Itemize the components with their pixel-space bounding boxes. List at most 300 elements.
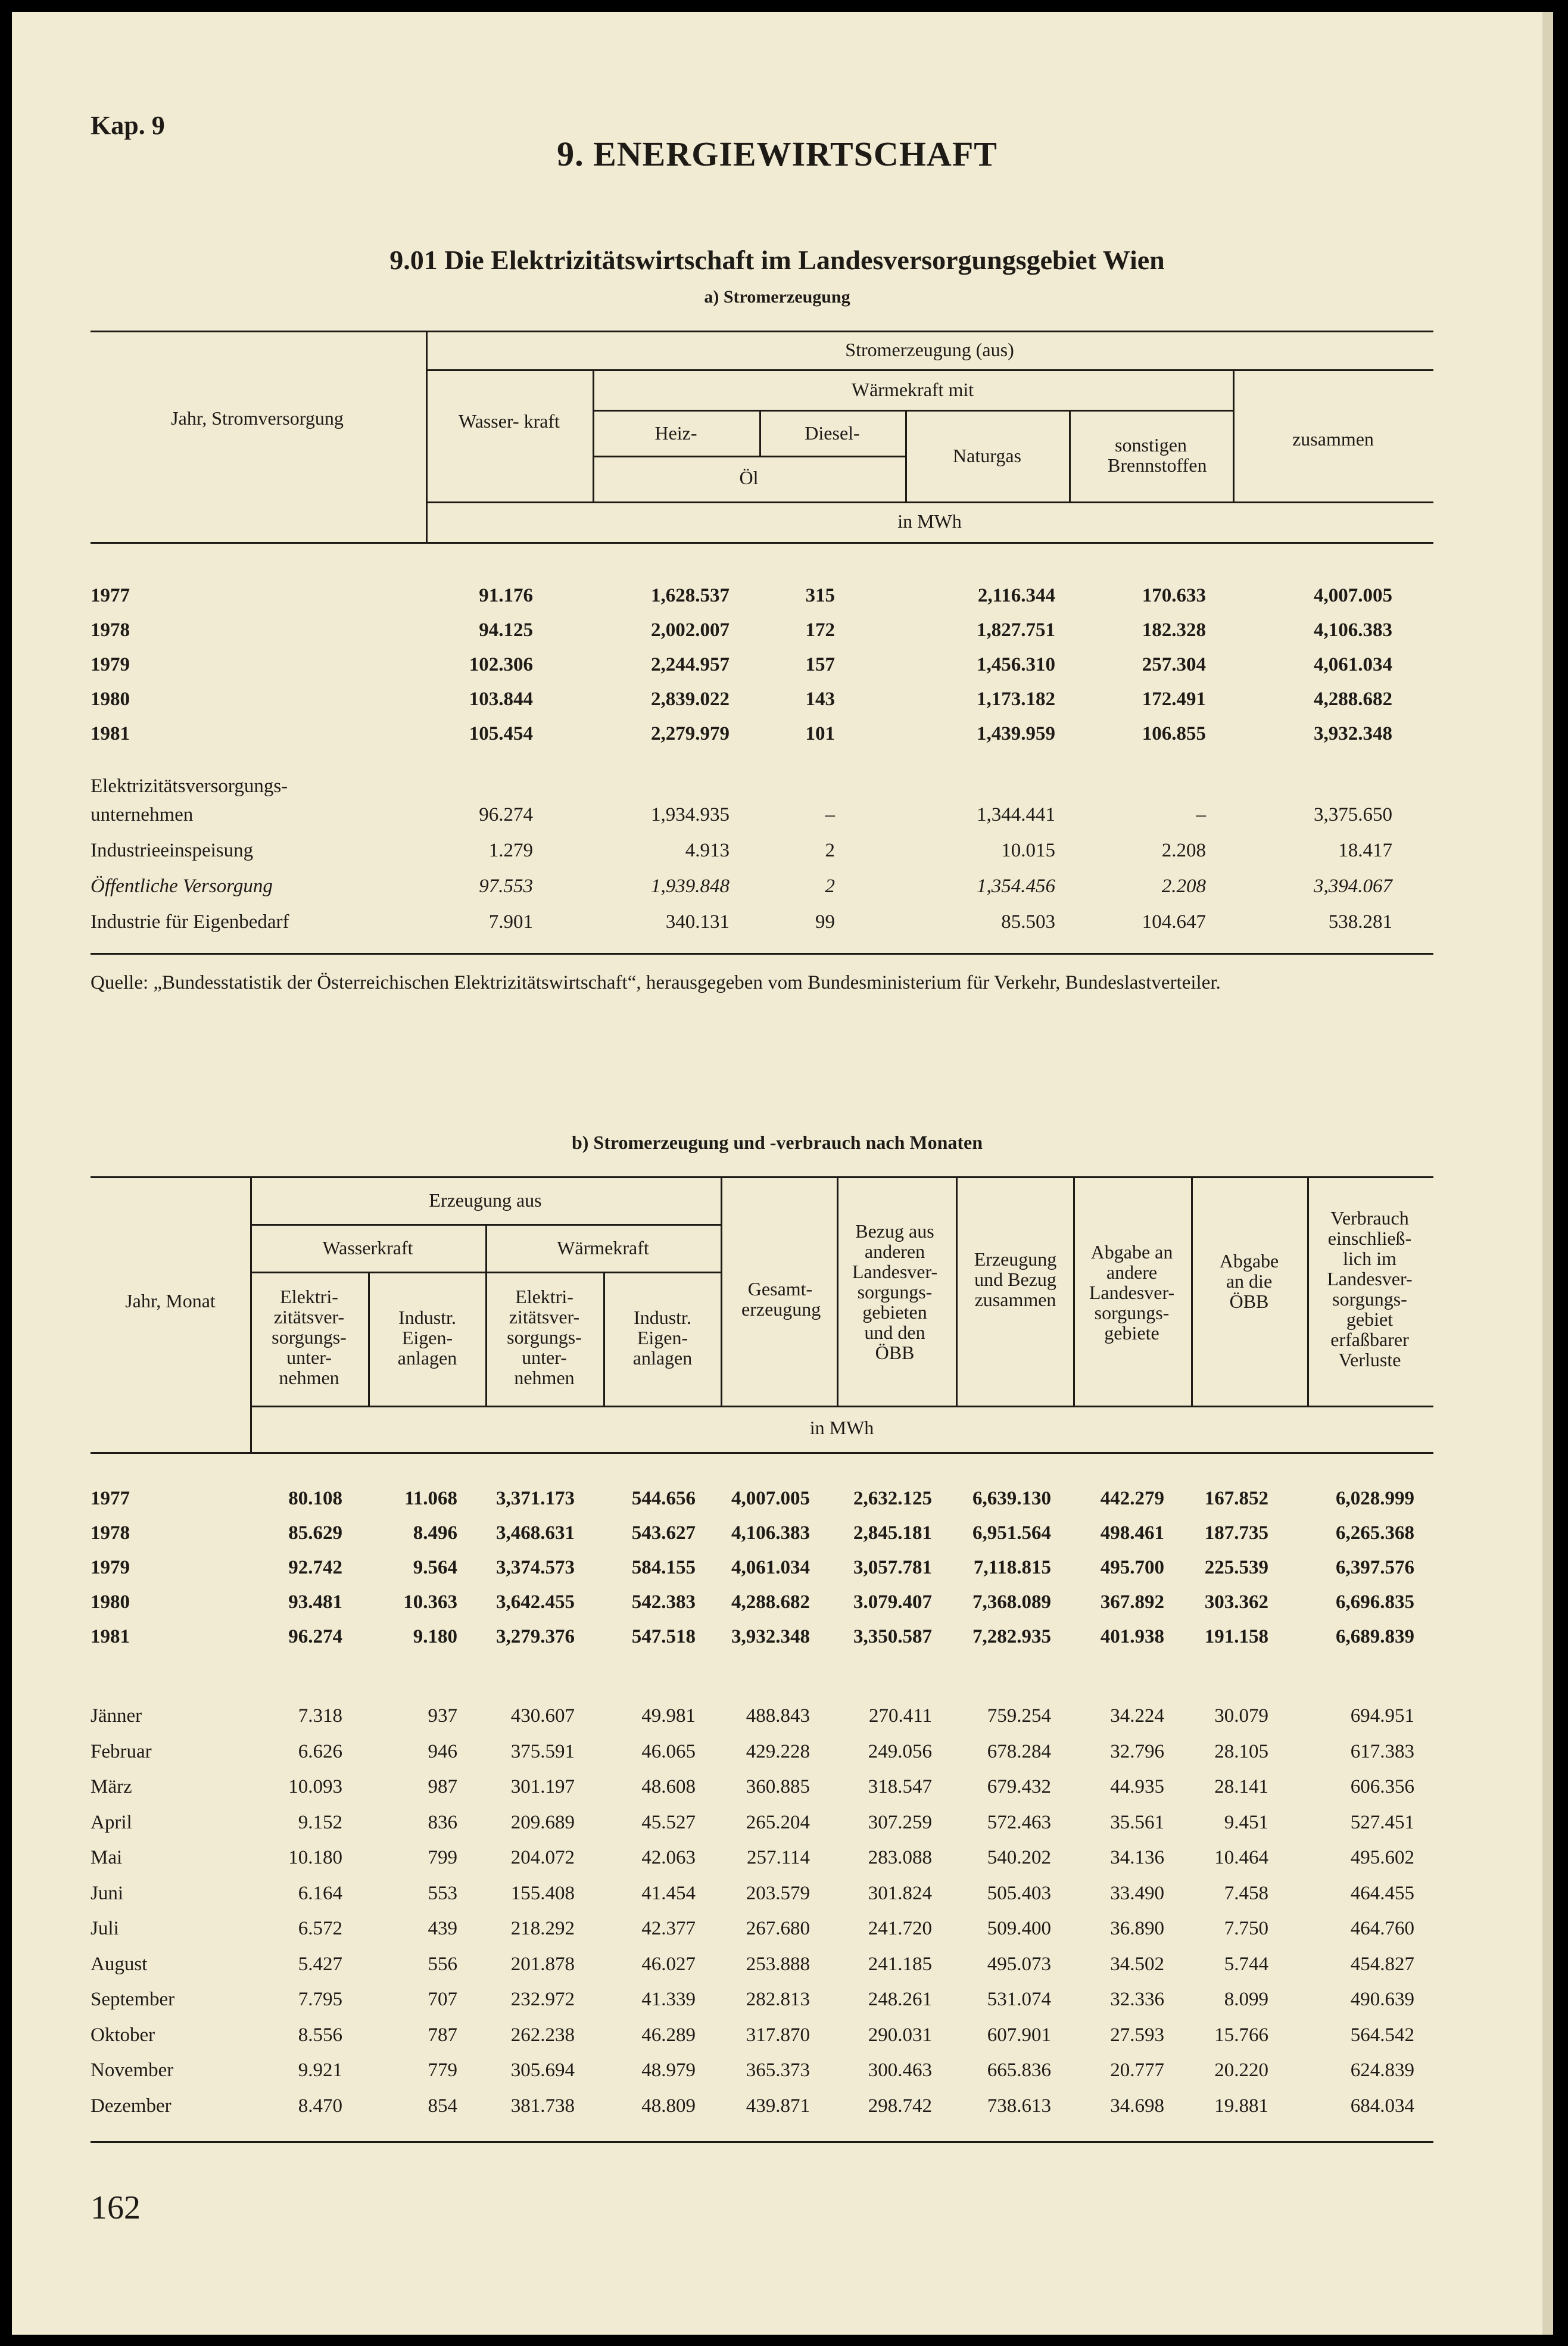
table-cell: 92.742 <box>288 1557 342 1578</box>
table-cell: 5.744 <box>1224 1953 1268 1975</box>
table-cell: 1.279 <box>488 840 533 861</box>
table-cell: 101 <box>805 723 835 744</box>
table-cell: 32.796 <box>1110 1740 1164 1762</box>
table-cell: 267.680 <box>746 1918 810 1939</box>
table-cell: 209.689 <box>510 1811 575 1833</box>
table-cell: 96.274 <box>288 1626 342 1647</box>
rule <box>1069 410 1071 501</box>
table-cell: 987 <box>428 1776 457 1797</box>
table-cell: 2,002.007 <box>651 619 730 641</box>
table-cell: 738.613 <box>987 2095 1051 2117</box>
row-label: April <box>91 1812 247 1838</box>
table-cell: 9.152 <box>298 1811 342 1833</box>
table-cell: 1,934.935 <box>651 804 730 825</box>
header-waermekraft: Wärmekraft mit <box>851 379 974 400</box>
table-cell: 232.972 <box>510 1989 575 2010</box>
table-cell: 19.881 <box>1214 2095 1268 2117</box>
table-cell: 32.336 <box>1110 1989 1164 2010</box>
header-oel: Öl <box>739 467 759 488</box>
table-cell: 27.593 <box>1110 2024 1164 2046</box>
table-cell: 3,642.455 <box>496 1591 575 1613</box>
table-cell: 556 <box>428 1953 457 1975</box>
table-cell: 430.607 <box>510 1705 575 1727</box>
row-label: Industrieeinspeisung <box>91 840 415 866</box>
header-evu-wasser: Elektri- zitätsver- sorgungs- unter- nehmen <box>272 1286 347 1388</box>
table-cell: 85.503 <box>1001 911 1055 933</box>
table-cell: 495.073 <box>987 1953 1051 1975</box>
table-cell: 4,288.682 <box>731 1591 810 1613</box>
table-cell: 91.176 <box>479 585 533 606</box>
table-cell: 4,007.005 <box>1314 585 1392 606</box>
table-cell: 759.254 <box>987 1705 1051 1727</box>
rule <box>368 1272 370 1406</box>
rule <box>91 953 1433 955</box>
header-naturgas: Naturgas <box>953 445 1021 466</box>
header-evu-waerme: Elektri- zitätsver- sorgungs- unter- nehmen <box>507 1286 582 1388</box>
table-cell: 11.068 <box>404 1488 457 1509</box>
table-cell: 836 <box>428 1811 457 1833</box>
table-cell: 3,468.631 <box>496 1522 575 1544</box>
table-cell: 9.180 <box>413 1626 457 1647</box>
table-cell: 6,689.839 <box>1336 1626 1414 1647</box>
table-cell: 6,639.130 <box>972 1488 1051 1509</box>
table-cell: 1,173.182 <box>977 688 1055 710</box>
rule <box>603 1272 605 1406</box>
row-label: 1981 <box>91 1626 247 1652</box>
rule <box>91 542 1433 544</box>
table-cell: 3,057.781 <box>853 1557 932 1578</box>
table-cell: 8.496 <box>413 1522 457 1544</box>
table-cell: 454.827 <box>1350 1953 1414 1975</box>
table-cell: 3,932.348 <box>1314 723 1392 744</box>
table-cell: 248.261 <box>868 1989 932 2010</box>
header-bezug: Bezug aus anderen Landesver- sorgungs- gebieten und den ÖBB <box>852 1220 938 1363</box>
table-cell: 340.131 <box>665 911 730 933</box>
table-cell: 172.491 <box>1142 688 1206 710</box>
table-cell: 4,061.034 <box>1314 654 1392 675</box>
table-cell: 531.074 <box>987 1989 1051 2010</box>
table-cell: 4,106.383 <box>731 1522 810 1544</box>
table-cell: 218.292 <box>510 1918 575 1939</box>
table-cell: 1,628.537 <box>651 585 730 606</box>
table-cell: 241.720 <box>868 1918 932 1939</box>
table-cell: 553 <box>428 1882 457 1904</box>
table-cell: 1,456.310 <box>977 654 1055 675</box>
table-cell: 8.099 <box>1224 1989 1268 2010</box>
table-cell: 105.454 <box>469 723 533 744</box>
table-cell: 4,007.005 <box>731 1488 810 1509</box>
table-cell: 564.542 <box>1350 2024 1414 2046</box>
table-cell: 572.463 <box>987 1811 1051 1833</box>
table-cell: 203.579 <box>746 1882 810 1904</box>
table-cell: 542.383 <box>631 1591 696 1613</box>
table-cell: 3,371.173 <box>496 1488 575 1509</box>
table-cell: 665.836 <box>987 2060 1051 2081</box>
table-cell: 48.608 <box>641 1776 696 1797</box>
rule <box>426 369 1433 371</box>
rule <box>426 501 1433 503</box>
row-label: unternehmen <box>91 804 415 830</box>
table-cell: 6,397.576 <box>1336 1557 1414 1578</box>
table-cell: 298.742 <box>868 2095 932 2117</box>
table-cell: 9.451 <box>1224 1811 1268 1833</box>
table-cell: 6,028.999 <box>1336 1488 1414 1509</box>
table-cell: 495.700 <box>1100 1557 1164 1578</box>
row-label: Öffentliche Versorgung <box>91 876 415 902</box>
table-cell: 315 <box>805 585 835 606</box>
table-cell: 2,244.957 <box>651 654 730 675</box>
table-cell: 28.105 <box>1214 1740 1268 1762</box>
table-cell: 442.279 <box>1100 1488 1164 1509</box>
table-cell: 262.238 <box>510 2024 575 2046</box>
table-cell: 170.633 <box>1142 585 1206 606</box>
table-cell: 1,439.959 <box>977 723 1055 744</box>
rule <box>91 1176 1433 1178</box>
table-cell: 318.547 <box>868 1776 932 1797</box>
row-label: November <box>91 2060 247 2086</box>
group-label-evu: Elektrizitätsversorgungs- <box>91 775 424 802</box>
table-cell: 547.518 <box>631 1626 696 1647</box>
table-cell: 937 <box>428 1705 457 1727</box>
table-cell: 540.202 <box>987 1847 1051 1868</box>
header-stub: Jahr, Monat <box>125 1290 216 1311</box>
table-cell: 253.888 <box>746 1953 810 1975</box>
page-number: 162 <box>91 2189 141 2226</box>
chapter-ref: Kap. 9 <box>91 111 165 140</box>
table-cell: 241.185 <box>868 1953 932 1975</box>
header-sonstigen: sonstigen Brennstoffen <box>1108 434 1207 476</box>
table-cell: 607.901 <box>987 2024 1051 2046</box>
table-cell: 265.204 <box>746 1811 810 1833</box>
table-cell: 543.627 <box>631 1522 696 1544</box>
table-cell: 2 <box>825 876 835 897</box>
table-cell: 6,265.368 <box>1336 1522 1414 1544</box>
table-cell: 157 <box>805 654 835 675</box>
table-cell: 317.870 <box>746 2024 810 2046</box>
table-cell: 41.454 <box>641 1882 696 1904</box>
table-cell: 694.951 <box>1350 1705 1414 1727</box>
table-cell: 490.639 <box>1350 1989 1414 2010</box>
table-cell: 41.339 <box>641 1989 696 2010</box>
table-cell: 97.553 <box>479 876 533 897</box>
table-cell: 10.093 <box>288 1776 342 1797</box>
row-label: Juni <box>91 1883 247 1909</box>
table-cell: 96.274 <box>479 804 533 825</box>
table-cell: 606.356 <box>1350 1776 1414 1797</box>
table-cell: 429.228 <box>746 1740 810 1762</box>
table-cell: – <box>825 804 835 825</box>
table-cell: 307.259 <box>868 1811 932 1833</box>
table-cell: 300.463 <box>868 2060 932 2081</box>
table-cell: 9.921 <box>298 2060 342 2081</box>
row-label: 1981 <box>91 723 415 749</box>
table-cell: 7.318 <box>298 1705 342 1727</box>
table-cell: 464.455 <box>1350 1882 1414 1904</box>
rule <box>593 410 1233 412</box>
table-cell: 102.306 <box>469 654 533 675</box>
table-cell: 2,116.344 <box>977 585 1055 606</box>
header-stub: Jahr, Stromversorgung <box>171 407 344 429</box>
row-label: 1978 <box>91 1522 247 1549</box>
table-cell: 33.490 <box>1110 1882 1164 1904</box>
table-cell: 48.809 <box>641 2095 696 2117</box>
table-cell: 6.572 <box>298 1918 342 1939</box>
table-cell: 401.938 <box>1100 1626 1164 1647</box>
table-cell: 35.561 <box>1110 1811 1164 1833</box>
table-cell: 155.408 <box>510 1882 575 1904</box>
rule <box>593 456 905 457</box>
header-erzeugung-bezug: Erzeugung und Bezug zusammen <box>974 1248 1057 1310</box>
header-industr-wasser: Industr. Eigen- anlagen <box>397 1307 457 1369</box>
section-b-title: b) Stromerzeugung und -verbrauch nach Monaten <box>571 1132 983 1153</box>
table-cell: 49.981 <box>641 1705 696 1727</box>
row-label: Jänner <box>91 1705 247 1731</box>
row-label: Industrie für Eigenbedarf <box>91 911 415 937</box>
table-cell: 10.015 <box>1001 840 1055 861</box>
row-label: 1979 <box>91 654 415 680</box>
table-cell: 34.698 <box>1110 2095 1164 2117</box>
header-abgabe-oebb: Abgabe an die ÖBB <box>1219 1250 1279 1312</box>
table-cell: 488.843 <box>746 1705 810 1727</box>
header-wasserkraft: Wasser- kraft <box>458 410 560 432</box>
table-cell: 282.813 <box>746 1989 810 2010</box>
rule <box>250 1406 1433 1407</box>
table-cell: 4,106.383 <box>1314 619 1392 641</box>
table-cell: 7,282.935 <box>972 1626 1051 1647</box>
table-cell: 10.363 <box>403 1591 457 1613</box>
header-heiz: Heiz- <box>654 422 697 444</box>
header-erzeugung-aus: Erzeugung aus <box>429 1189 542 1211</box>
table-cell: 527.451 <box>1350 1811 1414 1833</box>
table-cell: 544.656 <box>631 1488 696 1509</box>
rule <box>91 1452 1433 1454</box>
table-cell: 257.304 <box>1142 654 1206 675</box>
table-cell: 678.284 <box>987 1740 1051 1762</box>
rule <box>837 1176 838 1406</box>
table-cell: 7.901 <box>488 911 533 933</box>
table-cell: 7.750 <box>1224 1918 1268 1939</box>
document-page <box>12 12 1542 2335</box>
table-cell: 103.844 <box>469 688 533 710</box>
rule <box>426 331 428 542</box>
table-cell: 439 <box>428 1918 457 1939</box>
table-cell: 3.079.407 <box>853 1591 932 1613</box>
header-wasserkraft: Wasserkraft <box>322 1237 413 1258</box>
table-cell: 538.281 <box>1328 911 1392 933</box>
table-cell: 99 <box>815 911 835 933</box>
table-cell: 301.197 <box>510 1776 575 1797</box>
table-cell: 3,279.376 <box>496 1626 575 1647</box>
page-edge <box>1542 12 1553 2335</box>
row-label: März <box>91 1776 247 1802</box>
table-cell: 7,368.089 <box>972 1591 1051 1613</box>
table-cell: 6.164 <box>298 1882 342 1904</box>
header-gesamt: Gesamt- erzeugung <box>741 1278 821 1320</box>
table-cell: 509.400 <box>987 1918 1051 1939</box>
table-cell: 2,279.979 <box>651 723 730 744</box>
table-cell: 301.824 <box>868 1882 932 1904</box>
table-cell: 270.411 <box>868 1705 932 1727</box>
row-label: 1980 <box>91 688 415 715</box>
table-cell: 3,375.650 <box>1314 804 1392 825</box>
table-cell: 498.461 <box>1100 1522 1164 1544</box>
table-cell: 779 <box>428 2060 457 2081</box>
header-abgabe-land: Abgabe an andere Landesver- sorgungs- gebiete <box>1089 1241 1175 1344</box>
header-stromerzeugung: Stromerzeugung (aus) <box>845 339 1014 360</box>
table-cell: 34.502 <box>1110 1953 1164 1975</box>
table-cell: 2.208 <box>1161 876 1206 897</box>
row-label: Juli <box>91 1918 247 1944</box>
table-cell: – <box>1196 804 1206 825</box>
table-cell: 34.136 <box>1110 1847 1164 1868</box>
section-a-title: a) Stromerzeugung <box>704 287 850 307</box>
table-cell: 9.564 <box>413 1557 457 1578</box>
table-cell: 5.427 <box>298 1953 342 1975</box>
table-cell: 624.839 <box>1350 2060 1414 2081</box>
table-cell: 85.629 <box>288 1522 342 1544</box>
table-cell: 167.852 <box>1204 1488 1268 1509</box>
table-cell: 290.031 <box>868 2024 932 2046</box>
table-cell: 2 <box>825 840 835 861</box>
table-cell: 1,344.441 <box>977 804 1055 825</box>
table-cell: 4,288.682 <box>1314 688 1392 710</box>
table-cell: 48.979 <box>641 2060 696 2081</box>
table-cell: 93.481 <box>288 1591 342 1613</box>
table-cell: 36.890 <box>1110 1918 1164 1939</box>
rule <box>91 2141 1433 2143</box>
table-cell: 143 <box>805 688 835 710</box>
header-waermekraft: Wärmekraft <box>557 1237 649 1258</box>
header-unit: in MWh <box>897 510 962 532</box>
table-cell: 42.377 <box>641 1918 696 1939</box>
table-cell: 7.458 <box>1224 1882 1268 1904</box>
table-cell: 7.795 <box>298 1989 342 2010</box>
table-cell: 44.935 <box>1110 1776 1164 1797</box>
table-cell: 20.220 <box>1214 2060 1268 2081</box>
table-cell: 365.373 <box>746 2060 810 2081</box>
row-label: 1977 <box>91 1488 247 1514</box>
table-cell: 799 <box>428 1847 457 1868</box>
row-label: Februar <box>91 1741 247 1767</box>
table-cell: 2,845.181 <box>853 1522 932 1544</box>
table-cell: 464.760 <box>1350 1918 1414 1939</box>
table-cell: 584.155 <box>631 1557 696 1578</box>
table-cell: 20.777 <box>1110 2060 1164 2081</box>
table-cell: 104.647 <box>1142 911 1206 933</box>
row-label: Mai <box>91 1847 247 1873</box>
rule <box>91 331 1433 332</box>
rule <box>250 1176 252 1452</box>
table-cell: 1,354.456 <box>977 876 1055 897</box>
header-industr-waerme: Industr. Eigen- anlagen <box>632 1307 693 1369</box>
table-cell: 787 <box>428 2024 457 2046</box>
table-cell: 2,839.022 <box>651 688 730 710</box>
rule <box>956 1176 958 1406</box>
table-cell: 8.556 <box>298 2024 342 2046</box>
table-cell: 684.034 <box>1350 2095 1414 2117</box>
row-label: September <box>91 1989 247 2015</box>
row-label: 1980 <box>91 1591 247 1618</box>
table-cell: 305.694 <box>510 2060 575 2081</box>
table-cell: 46.065 <box>641 1740 696 1762</box>
table-cell: 2.208 <box>1161 840 1206 861</box>
table-cell: 46.289 <box>641 2024 696 2046</box>
table-cell: 225.539 <box>1204 1557 1268 1578</box>
table-cell: 4.913 <box>685 840 730 861</box>
table-cell: 45.527 <box>641 1811 696 1833</box>
table-cell: 6.626 <box>298 1740 342 1762</box>
table-title: 9.01 Die Elektrizitätswirtschaft im Landesversorgungsgebiet Wien <box>389 245 1165 275</box>
table-cell: 8.470 <box>298 2095 342 2117</box>
table-cell: 10.464 <box>1214 1847 1268 1868</box>
table-cell: 439.871 <box>746 2095 810 2117</box>
table-cell: 3,374.573 <box>496 1557 575 1578</box>
row-label: 1979 <box>91 1557 247 1583</box>
table-cell: 6,951.564 <box>972 1522 1051 1544</box>
rule <box>721 1176 722 1406</box>
table-cell: 182.328 <box>1142 619 1206 641</box>
source-note: Quelle: „Bundesstatistik der Österreichischen Elektrizitätswirtschaft“, herausgegeben vom Bundesministerium für Verkehr, Bundeslastverteiler. <box>91 972 1221 993</box>
chapter-title: 9. ENERGIEWIRTSCHAFT <box>557 135 997 173</box>
table-cell: 283.088 <box>868 1847 932 1868</box>
row-label: 1977 <box>91 585 415 611</box>
table-cell: 367.892 <box>1100 1591 1164 1613</box>
table-cell: 106.855 <box>1142 723 1206 744</box>
row-label: 1978 <box>91 619 415 646</box>
table-cell: 42.063 <box>641 1847 696 1868</box>
table-cell: 187.735 <box>1204 1522 1268 1544</box>
rule <box>1073 1176 1075 1406</box>
table-cell: 249.056 <box>868 1740 932 1762</box>
header-unit: in MWh <box>809 1417 874 1438</box>
table-cell: 360.885 <box>746 1776 810 1797</box>
table-cell: 854 <box>428 2095 457 2117</box>
table-cell: 707 <box>428 1989 457 2010</box>
table-cell: 6,696.835 <box>1336 1591 1414 1613</box>
table-cell: 34.224 <box>1110 1705 1164 1727</box>
table-cell: 3,350.587 <box>853 1626 932 1647</box>
table-cell: 257.114 <box>746 1847 810 1868</box>
table-cell: 7,118.815 <box>973 1557 1051 1578</box>
rule <box>1191 1176 1193 1406</box>
table-cell: 18.417 <box>1338 840 1392 861</box>
table-cell: 3,394.067 <box>1314 876 1392 897</box>
table-cell: 3,932.348 <box>731 1626 810 1647</box>
table-cell: 679.432 <box>987 1776 1051 1797</box>
table-cell: 1,827.751 <box>977 619 1055 641</box>
header-diesel: Diesel- <box>805 422 860 444</box>
table-cell: 80.108 <box>288 1488 342 1509</box>
table-cell: 15.766 <box>1214 2024 1268 2046</box>
header-zusammen: zusammen <box>1292 428 1374 450</box>
table-cell: 381.738 <box>510 2095 575 2117</box>
table-cell: 505.403 <box>987 1882 1051 1904</box>
table-cell: 617.383 <box>1350 1740 1414 1762</box>
row-label: Dezember <box>91 2095 247 2121</box>
table-cell: 172 <box>805 619 835 641</box>
table-cell: 201.878 <box>510 1953 575 1975</box>
table-cell: 4,061.034 <box>731 1557 810 1578</box>
table-cell: 375.591 <box>510 1740 575 1762</box>
rule <box>1307 1176 1309 1406</box>
table-cell: 46.027 <box>641 1953 696 1975</box>
table-cell: 1,939.848 <box>651 876 730 897</box>
table-cell: 946 <box>428 1740 457 1762</box>
row-label: August <box>91 1954 247 1980</box>
table-cell: 94.125 <box>479 619 533 641</box>
table-cell: 2,632.125 <box>853 1488 932 1509</box>
table-cell: 10.180 <box>288 1847 342 1868</box>
